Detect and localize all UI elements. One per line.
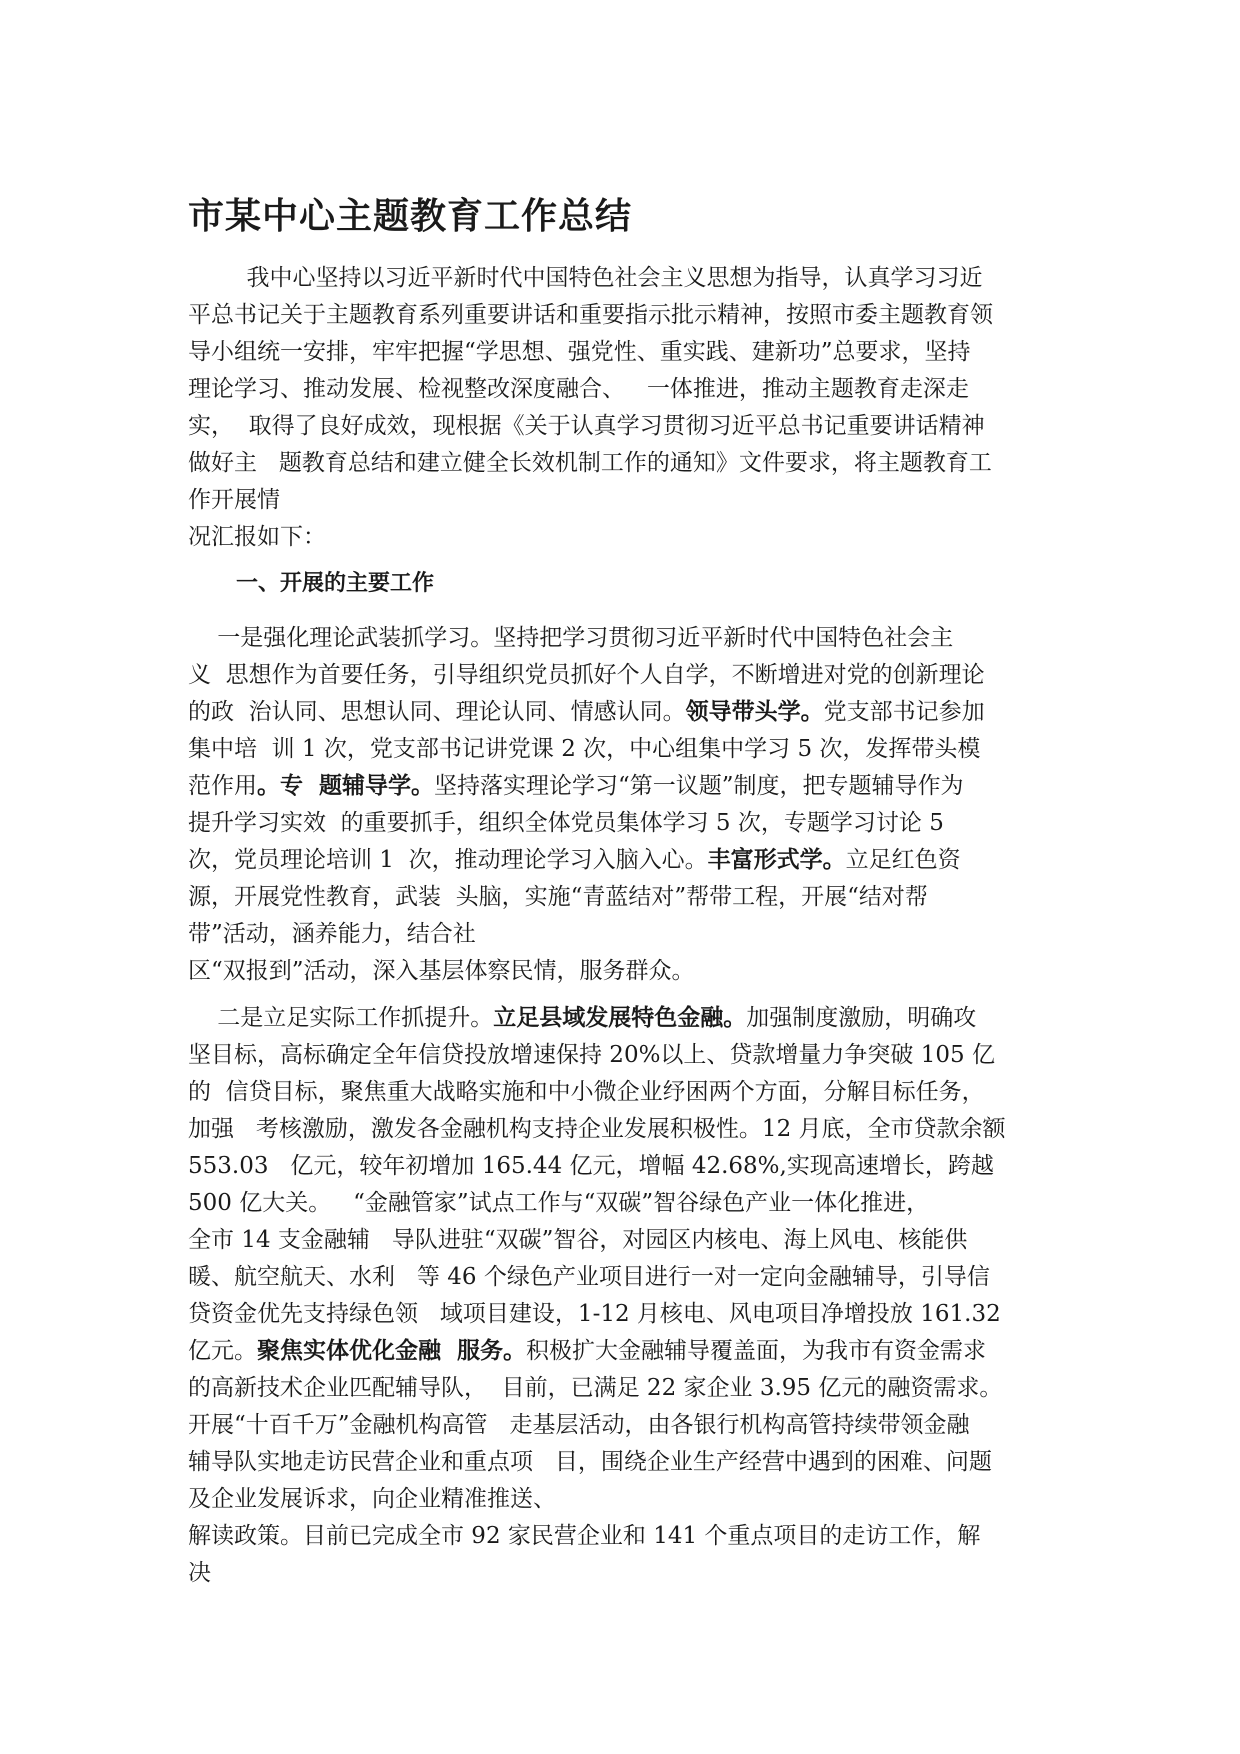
text-segment: 500 亿大关。 “金融管家”试点工作与“双碳”智谷绿色产业一体化推进， <box>188 1190 930 1216</box>
text-line <box>188 1185 1006 1222</box>
text-line <box>188 334 993 371</box>
text-segment: 提升学习实效 的重要抓手，组织全体党员集体学习 5 次，专题学习讨论 5 <box>188 810 944 836</box>
text-segment: 的政 治认同、思想认同、理论认同、情感认同。 <box>188 699 686 725</box>
text-line <box>188 1074 1006 1111</box>
text-line <box>188 657 985 694</box>
text-segment: 亿元。 <box>188 1338 257 1364</box>
text-line <box>188 482 993 519</box>
section-heading-main-work: 一、开展的主要工作 <box>236 571 435 596</box>
text-line <box>188 519 993 556</box>
text-line <box>188 1555 1006 1592</box>
text-segment: 的 信贷目标，聚焦重大战略实施和中小微企业纾困两个方面，分解目标任务， <box>188 1079 985 1105</box>
text-segment: 义 思想作为首要任务，引导组织党员抓好个人自学，不断增进对党的创新理论 <box>188 662 985 688</box>
text-segment: 解读政策。目前已完成全市 92 家民营企业和 141 个重点项目的走访工作，解 <box>188 1523 981 1549</box>
paragraph-practical-work <box>188 1000 1006 1592</box>
text-line <box>188 260 993 297</box>
text-line <box>188 1222 1006 1259</box>
text-segment: 集中培 训 1 次，党支部书记讲党课 2 次，中心组集中学习 5 次，发挥带头模 <box>188 736 981 762</box>
text-segment: 区“双报到”活动，深入基层体察民情，服务群众。 <box>188 958 695 984</box>
text-line <box>188 1259 1006 1296</box>
text-segment: 全市 14 支金融辅 导队进驻“双碳”智谷，对园区内核电、海上风电、核能供 <box>188 1227 968 1253</box>
text-segment: 二是立足实际工作抓提升。 <box>188 1005 494 1031</box>
text-line <box>188 1518 1006 1555</box>
paragraph-theory-study <box>188 620 985 990</box>
text-line <box>188 297 993 334</box>
text-line <box>188 1481 1006 1518</box>
text-segment: 加强制度激励，明确攻 <box>746 1005 977 1031</box>
bold-phrase: 聚焦实体优化金融 服务。 <box>257 1338 527 1364</box>
text-segment: 开展“十百千万”金融机构高管 走基层活动，由各银行机构高管持续带领金融 <box>188 1412 970 1438</box>
text-line <box>188 731 985 768</box>
text-line <box>188 1370 1006 1407</box>
text-segment: 党支部书记参加 <box>823 699 985 725</box>
bold-phrase: 领导带头学。 <box>685 699 824 725</box>
text-segment: 立足红色资 <box>845 847 961 873</box>
text-line <box>188 1296 1006 1333</box>
text-segment: 源，开展党性教育，武装 头脑，实施“青蓝结对”帮带工程，开展“结对帮 <box>188 884 928 910</box>
text-segment: 平总书记关于主题教育系列重要讲话和重要指示批示精神，按照市委主题教育领 <box>188 302 993 328</box>
text-line <box>188 805 985 842</box>
bold-phrase: 立足县域发展特色金融。 <box>493 1005 747 1031</box>
bold-phrase: 丰富形式学。 <box>707 847 846 873</box>
text-line <box>188 620 985 657</box>
bold-phrase: 。专 题辅导学。 <box>257 773 435 799</box>
text-segment: 积极扩大金融辅导覆盖面，为我市有资金需求 <box>526 1338 987 1364</box>
text-line <box>188 1407 1006 1444</box>
text-line <box>188 768 985 805</box>
text-segment: 及企业发展诉求，向企业精准推送、 <box>188 1486 556 1512</box>
text-segment: 范作用 <box>188 773 257 799</box>
text-line <box>188 953 985 990</box>
text-line <box>188 879 985 916</box>
text-line <box>188 1148 1006 1185</box>
text-line <box>188 1333 1006 1370</box>
text-segment: 553.03 亿元，较年初增加 165.44 亿元，增幅 42.68%,实现高速增长，跨越 <box>188 1153 994 1179</box>
text-segment: 的高新技术企业匹配辅导队， 目前，已满足 22 家企业 3.95 亿元的融资需求。 <box>188 1375 1003 1401</box>
text-line <box>188 842 985 879</box>
text-segment: 实， 取得了良好成效，现根据《关于认真学习贯彻习近平总书记重要讲话精神 <box>188 413 985 439</box>
text-line <box>188 916 985 953</box>
text-line <box>188 445 993 482</box>
text-segment: 决 <box>188 1560 211 1586</box>
text-segment: 理论学习、推动发展、检视整改深度融合、 一体推进，推动主题教育走深走 <box>188 376 969 402</box>
text-line <box>188 694 985 731</box>
text-line <box>188 408 993 445</box>
text-segment: 作开展情 <box>188 487 280 513</box>
text-segment: 做好主 题教育总结和建立健全长效机制工作的通知》文件要求，将主题教育工 <box>188 450 992 476</box>
text-segment: 带”活动，涵养能力，结合社 <box>188 921 476 947</box>
intro-paragraph <box>188 260 993 556</box>
text-line <box>188 1000 1006 1037</box>
text-line <box>188 1037 1006 1074</box>
text-segment: 坚目标，高标确定全年信贷投放增速保持 20%以上、贷款增量力争突破 105 亿 <box>188 1042 995 1068</box>
text-segment: 一是强化理论武装抓学习。坚持把学习贯彻习近平新时代中国特色社会主 <box>188 625 954 651</box>
text-segment: 加强 考核激励，激发各金融机构支持企业发展积极性。12 月底，全市贷款余额 <box>188 1116 1006 1142</box>
document-title: 市某中心主题教育工作总结 <box>188 196 633 237</box>
text-segment: 贷资金优先支持绿色领 域项目建设，1-12 月核电、风电项目净增投放 161.32 <box>188 1301 1001 1327</box>
text-segment: 导小组统一安排，牢牢把握“学思想、强党性、重实践、建新功”总要求，坚持 <box>188 339 971 365</box>
text-segment: 况汇报如下： <box>188 524 326 550</box>
text-segment: 坚持落实理论学习“第一议题”制度，把专题辅导作为 <box>434 773 964 799</box>
text-line <box>188 371 993 408</box>
text-segment: 我中心坚持以习近平新时代中国特色社会主义思想为指导，认真学习习近 <box>188 265 983 291</box>
text-line <box>188 1444 1006 1481</box>
text-segment: 次，党员理论培训 1 次，推动理论学习入脑入心。 <box>188 847 708 873</box>
text-line <box>188 1111 1006 1148</box>
text-segment: 辅导队实地走访民营企业和重点项 目，围绕企业生产经营中遇到的困难、问题 <box>188 1449 992 1475</box>
text-segment: 暖、航空航天、水利 等 46 个绿色产业项目进行一对一定向金融辅导，引导信 <box>188 1264 990 1290</box>
